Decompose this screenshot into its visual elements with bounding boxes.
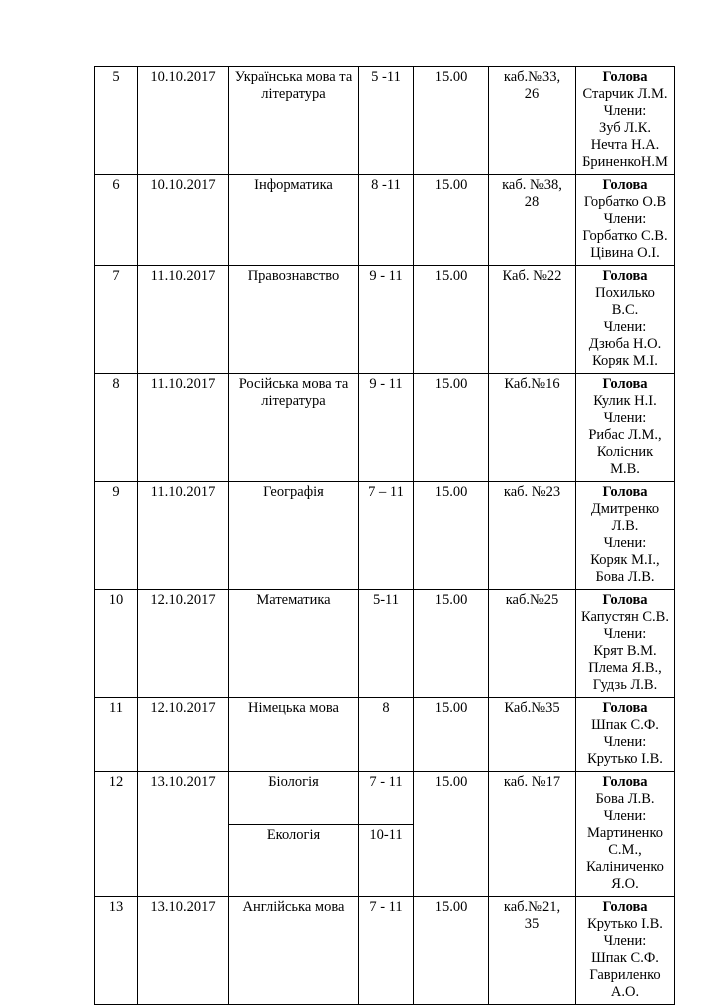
time-cell: 15.00 bbox=[414, 175, 489, 266]
date-cell: 10.10.2017 bbox=[138, 175, 229, 266]
jury-cell: Голова Похилько В.С. Члени: Дзюба Н.О. Коряк М.І. bbox=[576, 266, 675, 374]
schedule-table bbox=[94, 66, 675, 1005]
room-cell: каб. №17 bbox=[489, 772, 576, 897]
grades-cell: 7 - 11 bbox=[359, 897, 414, 1005]
row-number: 7 bbox=[95, 266, 138, 374]
chair-label: Голова bbox=[602, 774, 648, 790]
jury-cell: Голова Кулик Н.І. Члени: Рибас Л.М., Колісник М.В. bbox=[576, 374, 675, 482]
chair-label: Голова bbox=[602, 268, 648, 284]
grades-cell: 7 - 11 bbox=[359, 772, 414, 825]
row-number: 12 bbox=[95, 772, 138, 897]
date-cell: 11.10.2017 bbox=[138, 266, 229, 374]
grades-cell: 7 – 11 bbox=[359, 482, 414, 590]
room-cell: Каб. №22 bbox=[489, 266, 576, 374]
subject-cell: Біологія bbox=[229, 772, 359, 825]
subject-cell: Англійська мова bbox=[229, 897, 359, 1005]
table-row bbox=[95, 374, 675, 482]
chair-label: Голова bbox=[602, 484, 648, 500]
table-row bbox=[95, 482, 675, 590]
room-cell: каб.№21, 35 bbox=[489, 897, 576, 1005]
chair-label: Голова bbox=[602, 69, 648, 85]
chair-label: Голова bbox=[602, 592, 648, 608]
room-cell: Каб.№35 bbox=[489, 698, 576, 772]
time-cell: 15.00 bbox=[414, 698, 489, 772]
chair-label: Голова bbox=[602, 177, 648, 193]
grades-cell: 9 - 11 bbox=[359, 374, 414, 482]
table-row bbox=[95, 67, 675, 175]
time-cell: 15.00 bbox=[414, 67, 489, 175]
jury-cell: Голова Шпак С.Ф. Члени: Крутько І.В. bbox=[576, 698, 675, 772]
table-row bbox=[95, 897, 675, 1005]
row-number: 5 bbox=[95, 67, 138, 175]
subject-cell: Географія bbox=[229, 482, 359, 590]
time-cell: 15.00 bbox=[414, 772, 489, 897]
date-cell: 12.10.2017 bbox=[138, 590, 229, 698]
date-cell: 10.10.2017 bbox=[138, 67, 229, 175]
grades-cell: 5 -11 bbox=[359, 67, 414, 175]
grades-cell: 5-11 bbox=[359, 590, 414, 698]
jury-cell: Голова Дмитренко Л.В. Члени: Коряк М.І., Бова Л.В. bbox=[576, 482, 675, 590]
jury-cell: Голова Бова Л.В. Члени: Мартиненко С.М., Каліниченко Я.О. bbox=[576, 772, 675, 897]
room-cell: каб.№25 bbox=[489, 590, 576, 698]
grades-cell: 10-11 bbox=[359, 825, 414, 897]
table-row bbox=[95, 266, 675, 374]
table-row bbox=[95, 772, 675, 825]
row-number: 11 bbox=[95, 698, 138, 772]
grades-cell: 9 - 11 bbox=[359, 266, 414, 374]
room-cell: Каб.№16 bbox=[489, 374, 576, 482]
time-cell: 15.00 bbox=[414, 374, 489, 482]
subject-cell: Німецька мова bbox=[229, 698, 359, 772]
table-row bbox=[95, 590, 675, 698]
grades-cell: 8 bbox=[359, 698, 414, 772]
chair-label: Голова bbox=[602, 376, 648, 392]
date-cell: 11.10.2017 bbox=[138, 482, 229, 590]
subject-cell: Математика bbox=[229, 590, 359, 698]
jury-cell: Голова Старчик Л.М. Члени: Зуб Л.К. Нечта Н.А. БриненкоН.М bbox=[576, 67, 675, 175]
row-number: 13 bbox=[95, 897, 138, 1005]
row-number: 8 bbox=[95, 374, 138, 482]
room-cell: каб.№33, 26 bbox=[489, 67, 576, 175]
time-cell: 15.00 bbox=[414, 590, 489, 698]
row-number: 10 bbox=[95, 590, 138, 698]
subject-cell: Екологія bbox=[229, 825, 359, 897]
table-row bbox=[95, 698, 675, 772]
time-cell: 15.00 bbox=[414, 897, 489, 1005]
date-cell: 13.10.2017 bbox=[138, 772, 229, 897]
subject-cell: Українська мова та література bbox=[229, 67, 359, 175]
row-number: 6 bbox=[95, 175, 138, 266]
jury-cell: Голова Горбатко О.В Члени: Горбатко С.В. Цівина О.І. bbox=[576, 175, 675, 266]
time-cell: 15.00 bbox=[414, 266, 489, 374]
jury-cell: Голова Капустян С.В. Члени: Крят В.М. Плема Я.В., Гудзь Л.В. bbox=[576, 590, 675, 698]
subject-cell: Інформатика bbox=[229, 175, 359, 266]
subject-cell: Російська мова та література bbox=[229, 374, 359, 482]
room-cell: каб. №38, 28 bbox=[489, 175, 576, 266]
grades-cell: 8 -11 bbox=[359, 175, 414, 266]
subject-cell: Правознавство bbox=[229, 266, 359, 374]
date-cell: 11.10.2017 bbox=[138, 374, 229, 482]
table-row bbox=[95, 175, 675, 266]
time-cell: 15.00 bbox=[414, 482, 489, 590]
date-cell: 12.10.2017 bbox=[138, 698, 229, 772]
jury-cell: Голова Крутько І.В. Члени: Шпак С.Ф. Гавриленко А.О. bbox=[576, 897, 675, 1005]
room-cell: каб. №23 bbox=[489, 482, 576, 590]
row-number: 9 bbox=[95, 482, 138, 590]
chair-label: Голова bbox=[602, 899, 648, 915]
chair-label: Голова bbox=[602, 700, 648, 716]
date-cell: 13.10.2017 bbox=[138, 897, 229, 1005]
